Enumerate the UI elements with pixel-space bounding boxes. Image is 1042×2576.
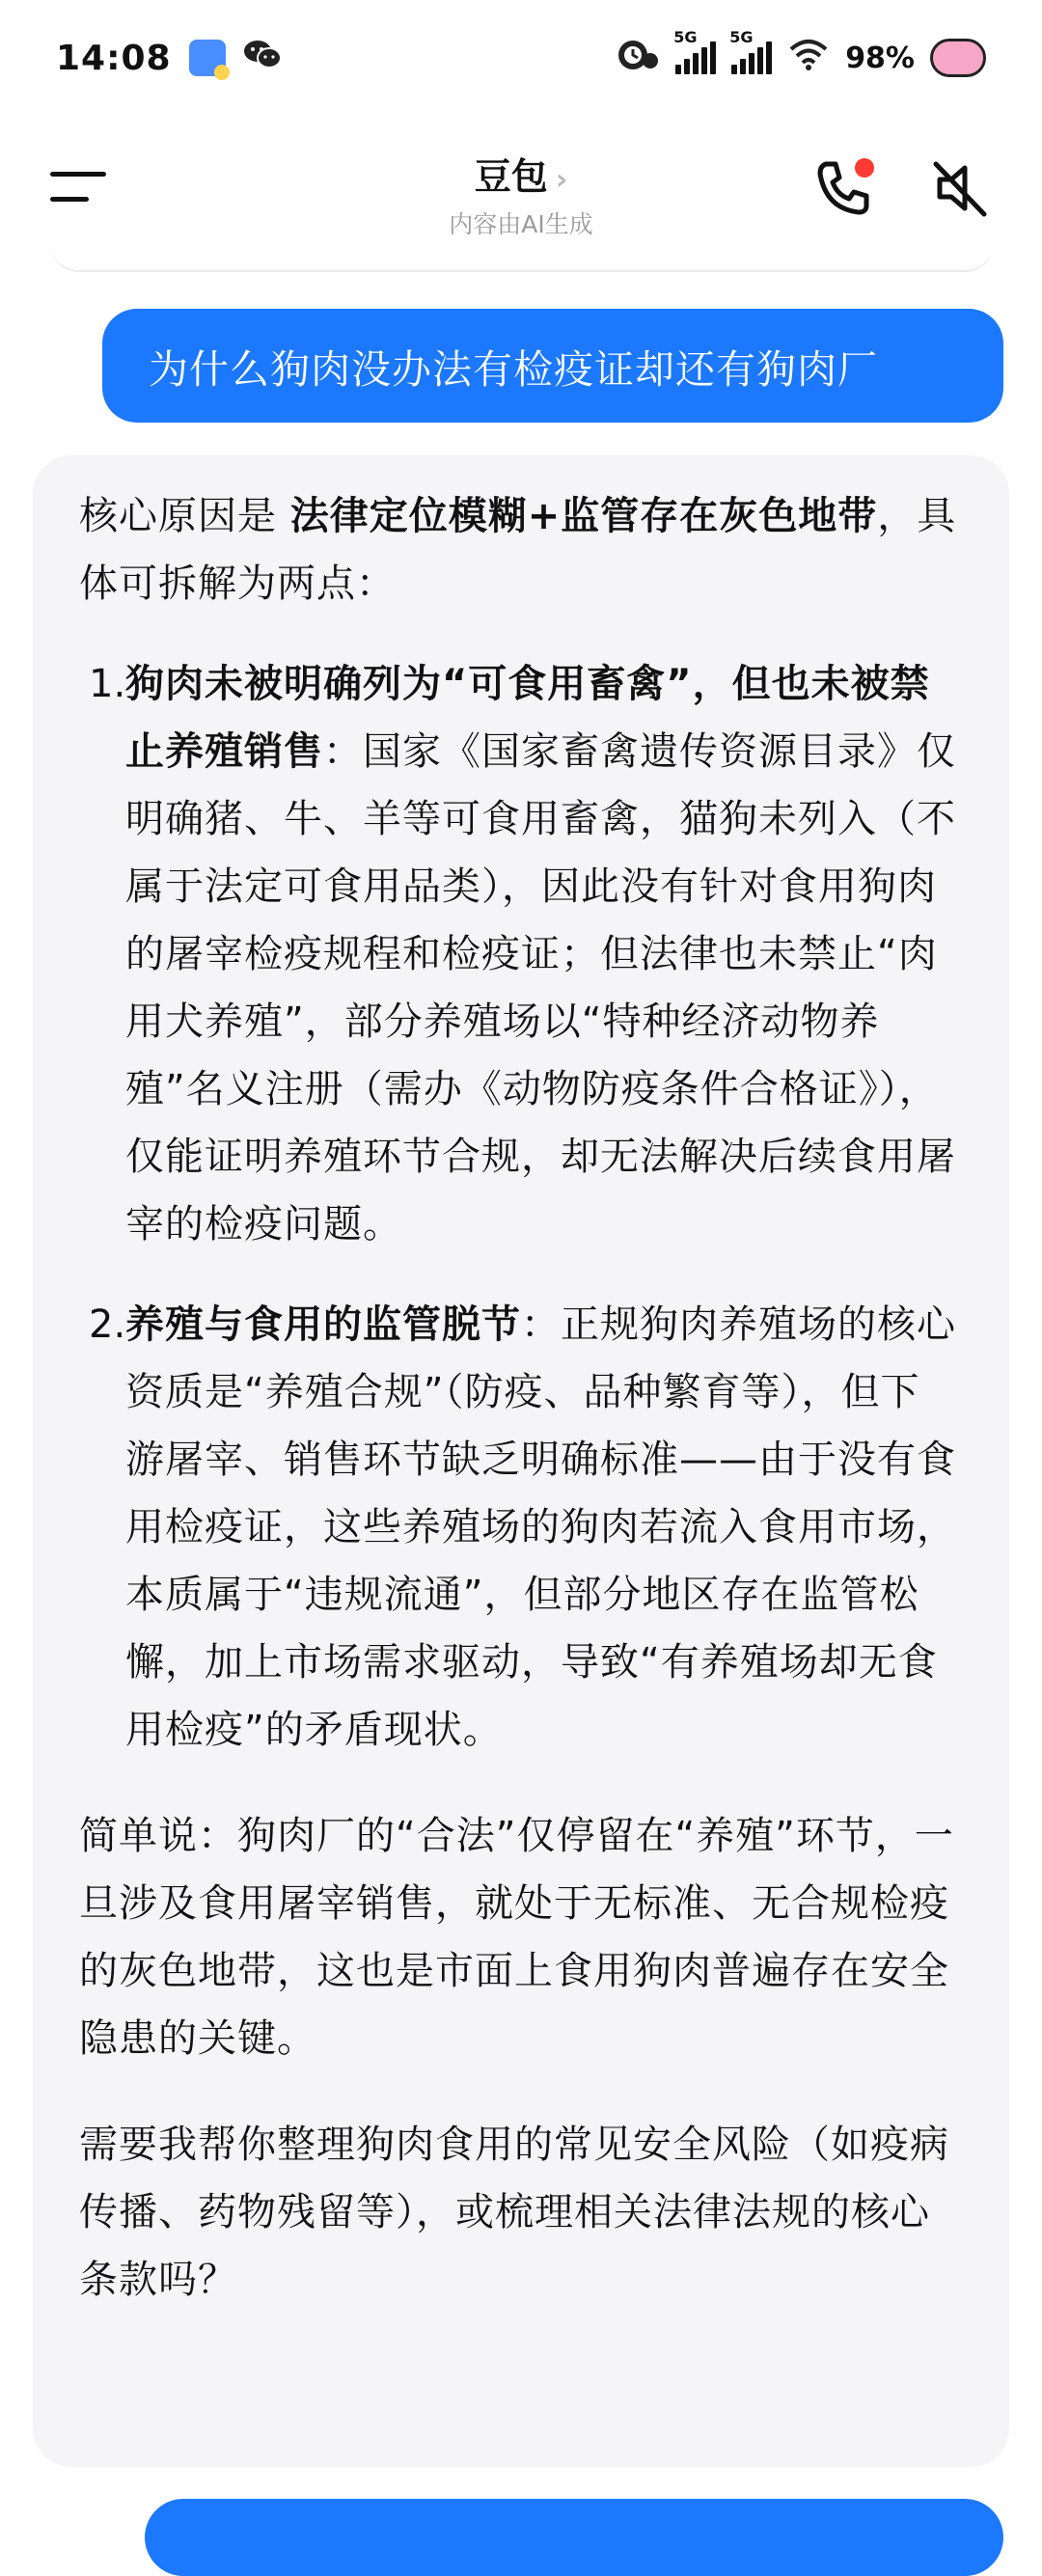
reply-points-list	[79, 650, 959, 1764]
menu-icon[interactable]	[50, 172, 106, 205]
ai-reply-card[interactable]	[33, 455, 1009, 2467]
notification-dot	[855, 158, 874, 178]
list-number: 1.	[89, 662, 126, 706]
next-user-message-bubble[interactable]	[145, 2499, 1003, 2576]
point-heading: 养殖与食用的监管脱节	[125, 1302, 521, 1347]
reply-intro	[79, 482, 959, 617]
chevron-right-icon: ›	[555, 163, 568, 197]
ai-disclaimer: 内容由AI生成	[449, 210, 593, 238]
network-label-2: 5G	[729, 28, 754, 46]
speaker-mute-button[interactable]	[926, 154, 994, 222]
signal-icon	[673, 28, 716, 74]
list-body	[125, 650, 959, 1258]
point-text: ：国家《国家畜禽遗传资源目录》仅明确猪、牛、羊等可食用畜禽，猫狗未列入（不属于法定可食用品类），因此没有针对食用狗肉的屠宰检疫规程和检疫证；但法律也未禁止“肉用犬养殖”，部分养殖场以“特种经济动物养殖”名义注册（需办《动物防疫条件合格证》），仅能证明养殖环节合规，却无法解决后续食用屠宰的检疫问题。	[125, 729, 956, 1247]
bot-name: 豆包	[474, 155, 548, 198]
previous-card-edge	[50, 243, 994, 272]
status-time: 14:08	[56, 38, 172, 78]
alarm-icon	[614, 36, 660, 80]
point-text: ：正规狗肉养殖场的核心资质是“养殖合规”（防疫、品种繁育等），但下游屠宰、销售环节缺乏明确标准——由于没有食用检疫证，这些养殖场的狗肉若流入食用市场，本质属于“违规流通”，但部分地区存在监管松懈，加上市场需求驱动，导致“有养殖场却无食用检疫”的矛盾现状。	[125, 1302, 956, 1752]
intro-suffix: ，具体可拆解为两点：	[79, 494, 957, 606]
list-body	[125, 1291, 959, 1764]
notification-app-icon	[189, 40, 226, 76]
list-item	[79, 1291, 959, 1764]
status-left	[56, 38, 282, 79]
list-number: 2.	[89, 1302, 126, 1347]
signal-icon-2	[729, 28, 772, 74]
reply-followup: 需要我帮你整理狗肉食用的常见安全风险（如疫病传播、药物残留等），或梳理相关法律法规的核心条款吗？	[79, 2123, 949, 2302]
list-item	[79, 650, 959, 1258]
user-message-text: 为什么狗肉没办法有检疫证却还有狗肉厂	[149, 345, 878, 393]
header-title-group[interactable]	[328, 147, 714, 240]
reply-summary: 简单说：狗肉厂的“合法”仅停留在“养殖”环节，一旦涉及食用屠宰销售，就处于无标准、无合规检疫的灰色地带，这也是市面上食用狗肉普遍存在安全隐患的关键。	[79, 1814, 954, 2061]
page-title	[328, 147, 714, 200]
intro-prefix: 核心原因是	[79, 494, 290, 538]
status-bar	[0, 0, 1042, 116]
point-heading: 狗肉未被明确列为“可食用畜禽”，但也未被禁止养殖销售	[125, 662, 930, 774]
chat-header	[0, 125, 1042, 251]
user-message-bubble[interactable]	[102, 309, 1003, 423]
status-right	[614, 28, 986, 80]
network-label: 5G	[673, 28, 698, 46]
wechat-icon	[243, 38, 282, 79]
speaker-muted-icon	[926, 154, 994, 222]
wifi-icon	[787, 38, 830, 78]
battery-pig-icon	[930, 39, 986, 77]
intro-bold: 法律定位模糊+监管存在灰色地带	[289, 494, 878, 538]
battery-percent: 98%	[845, 41, 915, 75]
